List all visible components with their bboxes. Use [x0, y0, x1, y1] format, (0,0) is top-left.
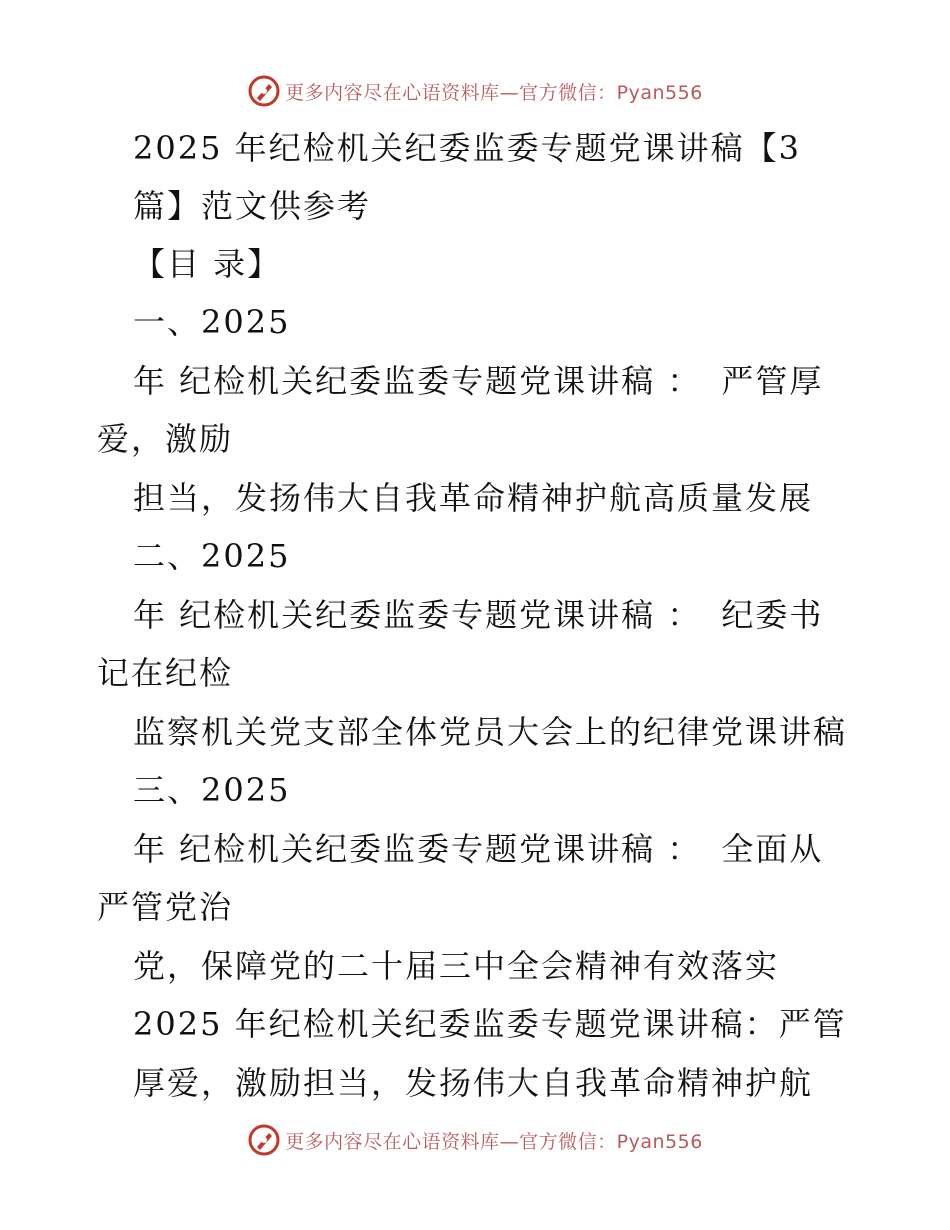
toc-heading: 【目 录】: [133, 245, 282, 283]
body-paragraph-line-2: 厚爱，激励担当，发扬伟大自我革命精神护航: [133, 1064, 814, 1102]
watermark-text: 更多内容尽在心语资料库—官方微信：Pyan556: [285, 1130, 703, 1153]
toc-item-3-line-a: 年 纪检机关纪委监委专题党课讲稿 ： 全面从: [133, 830, 824, 868]
toc-item-3-line-c: 党，保障党的二十届三中全会精神有效落实: [133, 947, 780, 985]
document-title-line-1: 2025 年纪检机关纪委监委专题党课讲稿【3: [133, 129, 801, 167]
toc-item-2-line-a: 年 纪检机关纪委监委专题党课讲稿 ： 纪委书: [133, 596, 824, 634]
toc-item-1-line-a: 年 纪检机关纪委监委专题党课讲稿 ： 严管厚: [133, 362, 824, 400]
toc-item-2-number: 二、2025: [133, 537, 291, 575]
toc-item-3-number: 三、2025: [133, 771, 291, 809]
body-paragraph-line-1: 2025 年纪检机关纪委监委专题党课讲稿：严管: [133, 1005, 847, 1043]
toc-item-2-line-b: 记在纪检: [97, 654, 234, 692]
toc-item-1-number: 一、2025: [133, 303, 291, 341]
pen-logo-icon: [247, 74, 281, 108]
footer-watermark: [0, 1120, 950, 1160]
header-watermark: [0, 71, 950, 111]
toc-item-1-line-b: 爱，激励: [97, 420, 234, 458]
toc-item-2-line-c: 监察机关党支部全体党员大会上的纪律党课讲稿: [133, 713, 848, 751]
toc-item-1-line-c: 担当，发扬伟大自我革命精神护航高质量发展: [133, 479, 814, 517]
toc-item-3-line-b: 严管党治: [97, 888, 234, 926]
watermark-text: 更多内容尽在心语资料库—官方微信：Pyan556: [285, 81, 703, 104]
document-title-line-2: 篇】范文供参考: [133, 187, 372, 225]
pen-logo-icon: [247, 1123, 281, 1157]
